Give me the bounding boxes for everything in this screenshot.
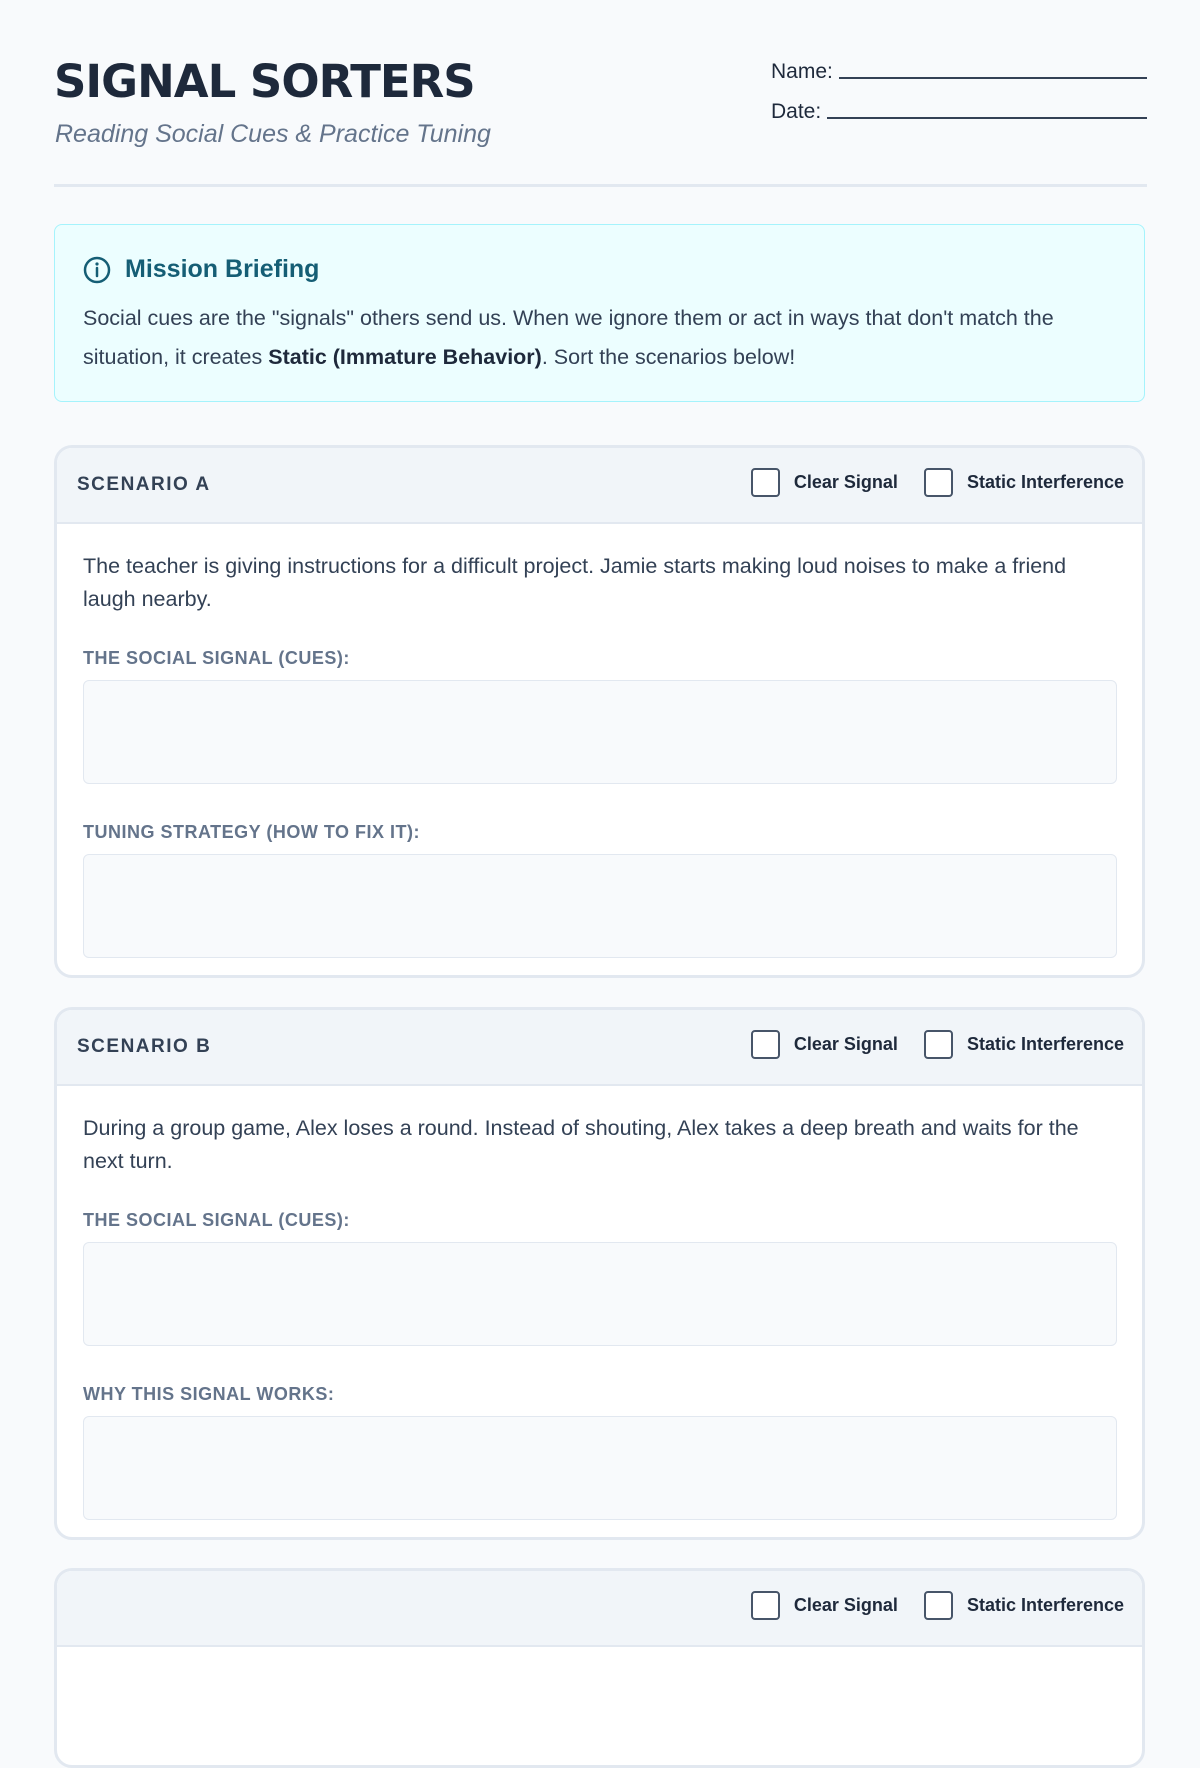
clear-signal-label: Clear Signal [793,1595,898,1615]
static-interference-label: Static Interference [966,1034,1124,1054]
why-signal-works-answer-box[interactable] [83,1416,1117,1520]
scenario-text: The teacher is giving instructions for a difficult project. Jamie starts making loud noises to make a friend laugh nearby. [83,554,1067,611]
scenario-card-a [54,445,1145,978]
worksheet-header [54,0,1147,187]
briefing-heading [83,255,319,284]
page-title: SIGNAL SORTERS [54,55,475,108]
scenario-label: SCENARIO B [77,1036,212,1057]
date-field[interactable] [771,94,1147,124]
scenario-header [57,1010,1142,1086]
scenario-header [57,1571,1142,1647]
tuning-strategy-answer-box[interactable] [83,854,1117,958]
briefing-text-end: . Sort the scenarios below! [541,345,796,369]
static-interference-checkbox[interactable] [924,1591,953,1620]
clear-signal-label: Clear Signal [793,1034,898,1054]
static-interference-option[interactable] [924,1591,1124,1620]
worksheet-page [54,0,1147,1615]
briefing-text [83,299,1113,377]
scenario-card-b [54,1007,1145,1540]
static-interference-checkbox[interactable] [924,468,953,497]
scenario-body [57,524,1142,958]
clear-signal-option[interactable] [751,468,898,497]
social-signal-label: THE SOCIAL SIGNAL (CUES): [83,648,350,668]
why-signal-works-label: WHY THIS SIGNAL WORKS: [83,1384,335,1404]
static-interference-label: Static Interference [966,472,1124,492]
briefing-text-part: Social cues are the "signals" others send us. When we ignore them or act in ways that don't match the situation, it creates [83,306,1054,369]
info-icon [83,256,111,284]
social-signal-answer-box[interactable] [83,680,1117,784]
briefing-text-bold: Static (Immature Behavior) [268,345,542,369]
date-line[interactable] [827,117,1147,119]
scenario-header [57,448,1142,524]
scenario-body [57,1086,1142,1520]
tuning-strategy-label: TUNING STRATEGY (HOW TO FIX IT): [83,822,420,842]
social-signal-answer-box[interactable] [83,1242,1117,1346]
clear-signal-checkbox[interactable] [751,1030,780,1059]
briefing-title: Mission Briefing [125,255,320,283]
mission-briefing [54,224,1145,402]
clear-signal-option[interactable] [751,1591,898,1620]
student-info [771,54,1147,134]
signal-options [725,1591,1124,1620]
scenario-text: During a group game, Alex loses a round. Instead of shouting, Alex takes a deep breath and waits for the next turn. [83,1116,1079,1173]
name-field[interactable] [771,54,1147,84]
name-line[interactable] [839,77,1147,79]
date-label: Date: [771,100,822,123]
scenario-card-c [54,1568,1145,1768]
page-subtitle: Reading Social Cues & Practice Tuning [55,120,491,148]
static-interference-option[interactable] [924,1030,1124,1059]
social-signal-label: THE SOCIAL SIGNAL (CUES): [83,1210,350,1230]
signal-options [725,1030,1124,1059]
static-interference-label: Static Interference [966,1595,1124,1615]
clear-signal-label: Clear Signal [793,472,898,492]
signal-options [725,468,1124,497]
static-interference-option[interactable] [924,468,1124,497]
clear-signal-checkbox[interactable] [751,468,780,497]
clear-signal-checkbox[interactable] [751,1591,780,1620]
name-label: Name: [771,60,833,83]
static-interference-checkbox[interactable] [924,1030,953,1059]
clear-signal-option[interactable] [751,1030,898,1059]
scenario-label: SCENARIO A [77,474,211,495]
